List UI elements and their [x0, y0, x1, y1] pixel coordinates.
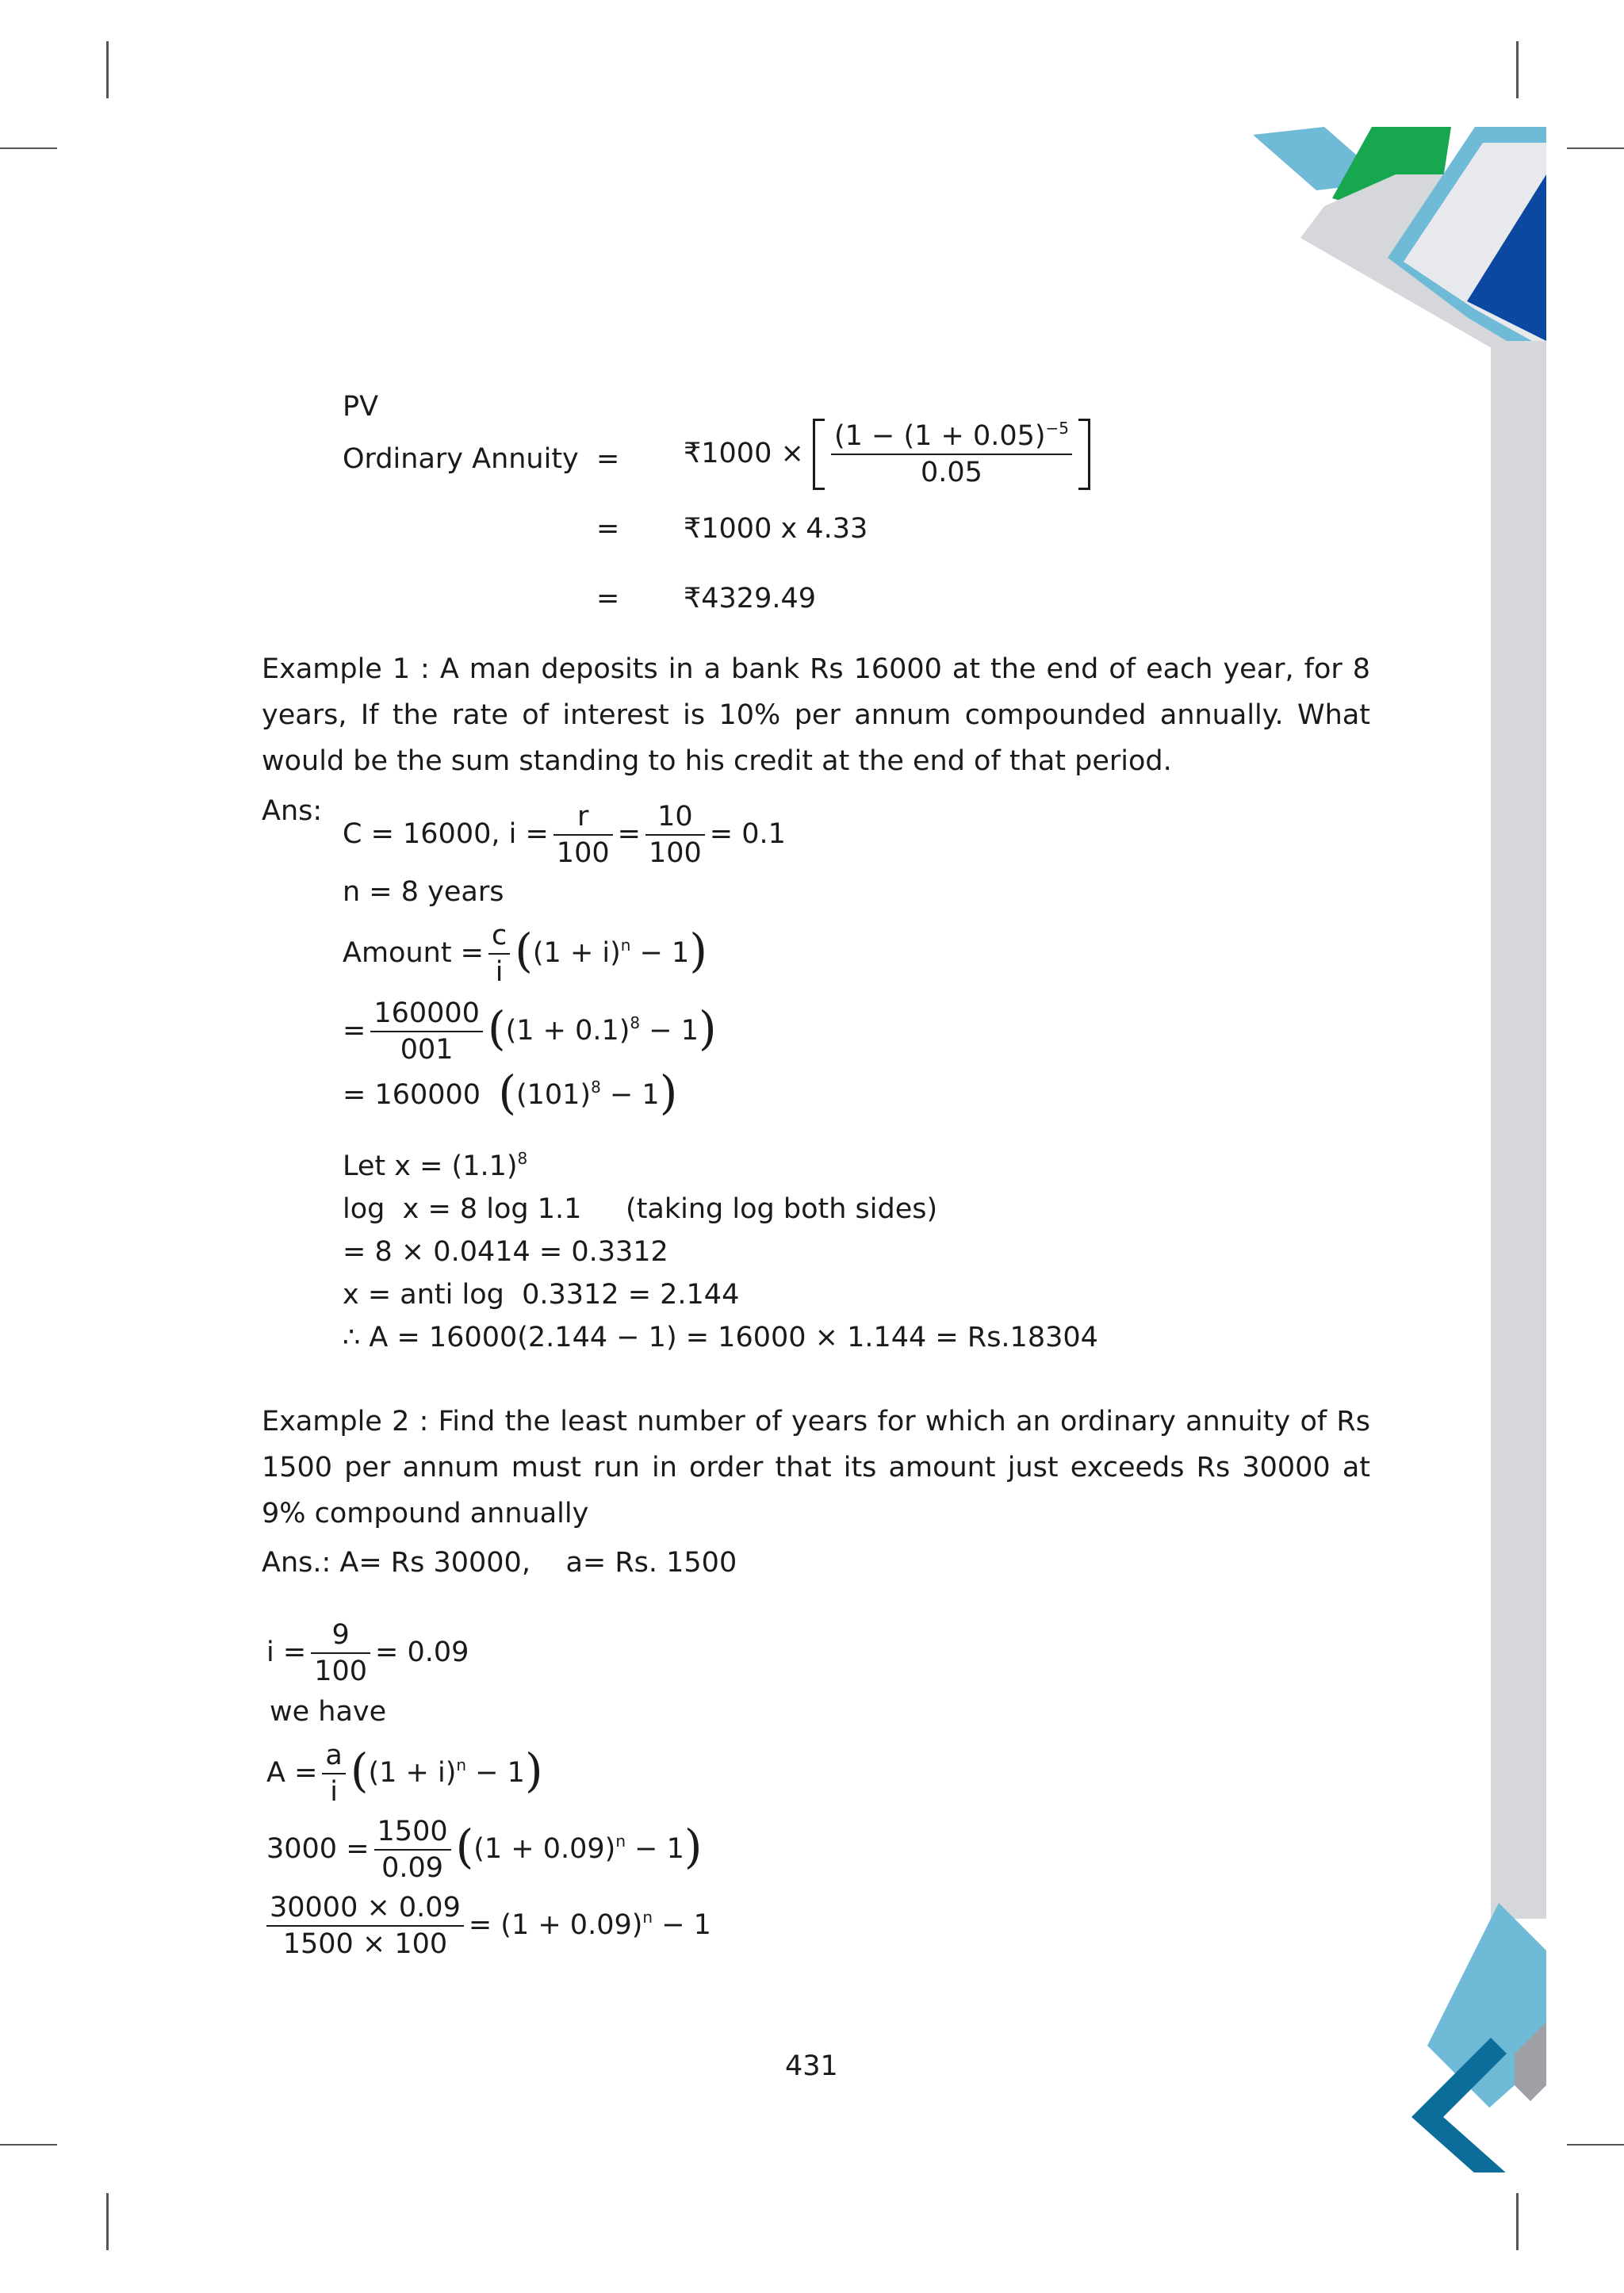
example-2-line-3: A = $\frac{a}{i}$ $((1 + i)^n - 1)$ — [266, 1740, 543, 1808]
example-2-line-2: we have — [270, 1696, 387, 1728]
fraction: $\frac{r}{100}$ — [553, 799, 613, 871]
example-1-line-3: Amount = $\frac{c}{i}$ $((1 + i)^n - 1)$ — [343, 920, 707, 988]
fraction: $\frac{10}{100}$ — [645, 799, 705, 871]
pv-formula-line-3: ₹4329.49 — [684, 583, 817, 614]
crop-mark — [1516, 2193, 1519, 2250]
pv-fraction-numerator: ($1 - (1 + 0.05)^{-5}$ — [831, 419, 1072, 455]
fraction: $\frac{160000}{001}$ — [370, 996, 483, 1067]
pv-label: PV — [343, 391, 379, 423]
crop-mark — [106, 41, 109, 98]
right-margin-bar — [1491, 412, 1546, 1919]
corner-decoration-bottom — [1404, 1887, 1546, 2172]
example-2-line-5: $\frac{30000 \times 0.09}{1500 \times 100}$ = $(1 + 0.09)^n - 1$ — [266, 1890, 711, 1962]
page-number: 431 — [785, 2050, 838, 2082]
crop-mark — [106, 2193, 109, 2250]
example-1-line-8: = 8 × 0.0414 = 0.3312 — [343, 1236, 668, 1268]
crop-mark — [1567, 147, 1624, 149]
pv-fraction — [831, 419, 1072, 490]
crop-mark — [0, 2144, 57, 2146]
example-1-line-5: = 160000 $((101)^8 - 1)$ — [343, 1066, 678, 1120]
example-1-line-10: ∴ A = 16000(2.144 − 1) = 16000 × 1.144 = Rs.18304 — [343, 1322, 1098, 1353]
equals-sign: = — [596, 513, 620, 545]
crop-mark — [0, 147, 57, 149]
fraction: $\frac{a}{i}$ — [322, 1738, 345, 1809]
pv-formula-line-2: ₹1000 x 4.33 — [684, 513, 868, 545]
example-2-question: Example 2 : Find the least number of years for which an ordinary annuity of Rs 1500 per annum must run in order that its amount just exceeds Rs 30000 at 9% compound annually — [262, 1406, 1370, 1529]
crop-mark — [1516, 41, 1519, 98]
pv-bracket — [813, 419, 1090, 490]
fraction: $\frac{30000 \times 0.09}{1500 \times 100}$ — [266, 1890, 464, 1962]
example-1-line-1: C = 16000, i = $\frac{r}{100}$ = $\frac{10}{100}$ = 0.1 — [343, 801, 786, 869]
pv-fraction-denominator: 0.05 — [921, 457, 982, 488]
example-2-ans: Ans.: A= Rs 30000, a= Rs. 1500 — [262, 1547, 737, 1579]
crop-mark — [1567, 2144, 1624, 2146]
example-2-line-1: i = $\frac{9}{100}$ = 0.09 — [266, 1619, 469, 1687]
example-1-line-2: n = 8 years — [343, 876, 504, 908]
corner-decoration-top — [1237, 119, 1546, 420]
equals-sign: = — [596, 583, 620, 614]
fraction: $\frac{c}{i}$ — [488, 918, 510, 990]
pv-formula-line-1 — [684, 419, 1090, 490]
example-1-line-6: Let $x = (1.1)^8$ — [343, 1149, 528, 1182]
pv-line1-prefix: ₹1000 × — [684, 438, 804, 469]
fraction: $\frac{1500}{0.09}$ — [374, 1814, 451, 1885]
example-2-line-4: 3000 = $\frac{1500}{0.09}$ $((1 + 0.09)^n - 1)$ — [266, 1816, 703, 1884]
example-1-question: Example 1 : A man deposits in a bank Rs 16000 at the end of each year, for 8 years, If the rate of interest is 10% per annum compounded annually. What would be the sum standing to his credit at the end of that period. — [262, 653, 1370, 777]
example-1-line-7: log x = 8 log 1.1 (taking log both sides) — [343, 1193, 938, 1225]
example-1-line-9: x = anti log 0.3312 = 2.144 — [343, 1279, 740, 1311]
equals-sign: = — [596, 443, 620, 475]
ordinary-annuity-label: Ordinary Annuity — [343, 443, 579, 475]
fraction: $\frac{9}{100}$ — [311, 1617, 370, 1689]
example-1-ans-label: Ans: — [262, 795, 323, 827]
example-1-line-4: = $\frac{160000}{001}$ $((1 + 0.1)^8 - 1)$ — [343, 997, 717, 1066]
